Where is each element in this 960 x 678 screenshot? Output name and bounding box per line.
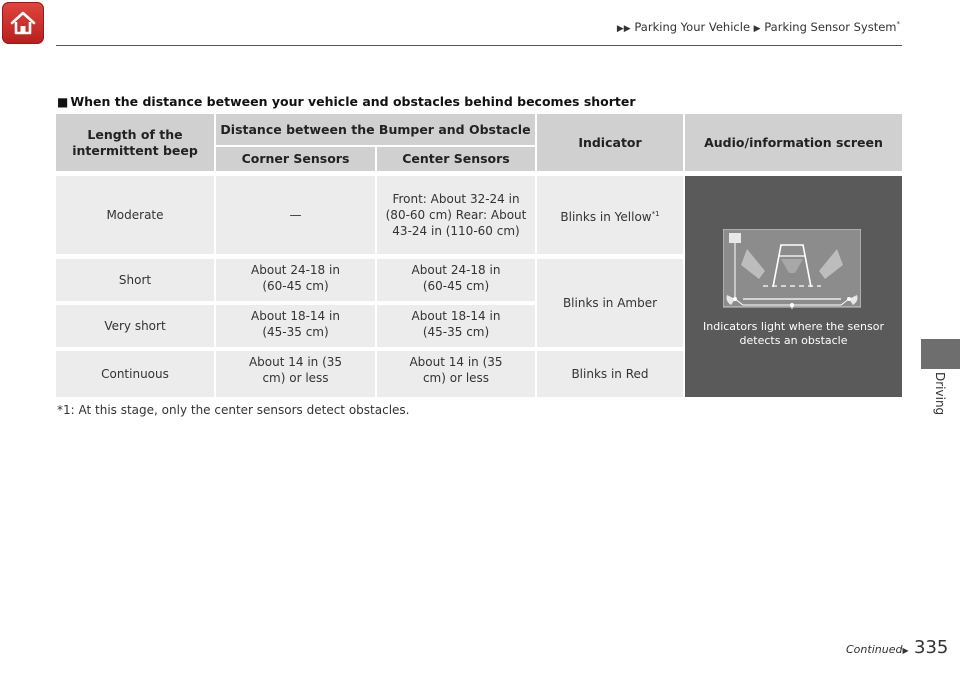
row-continuous-corner: About 14 in (35 cm) or less — [216, 351, 375, 397]
section-heading — [57, 94, 636, 109]
parking-sensor-display-icon — [723, 229, 861, 309]
row-very-short-corner: About 18-14 in (45-35 cm) — [216, 305, 375, 347]
row-moderate-length: Moderate — [56, 176, 214, 254]
row-short-corner: About 24-18 in (60-45 cm) — [216, 259, 375, 301]
continued-label — [846, 643, 909, 656]
header-corner-sensors: Corner Sensors — [216, 147, 375, 171]
row-very-short-center: About 18-14 in (45-35 cm) — [377, 305, 535, 347]
header-center-sensors: Center Sensors — [377, 147, 535, 171]
row-continuous-indicator: Blinks in Red — [537, 351, 683, 397]
header-rule — [56, 45, 902, 46]
row-moderate-corner: — — [216, 176, 375, 254]
audio-screen-caption: Indicators light where the sensor detects an obstacle — [703, 320, 884, 347]
row-moderate-center: Front: About 32-24 in (80-60 cm) Rear: About 43-24 in (110-60 cm) — [377, 176, 535, 254]
home-icon — [8, 8, 38, 38]
continued-text: Continued — [846, 643, 903, 656]
square-bullet-icon: ■ — [57, 95, 69, 109]
chapter-label: Driving — [933, 372, 947, 416]
breadcrumb — [617, 20, 900, 34]
indicator-yellow-text: Blinks in Yellow — [560, 209, 652, 224]
header-indicator: Indicator — [537, 114, 683, 171]
breadcrumb-mark: * — [896, 20, 900, 29]
audio-screen-panel — [685, 176, 902, 397]
chapter-tab[interactable] — [921, 339, 960, 369]
breadcrumb-arrow-icon: ▶ — [753, 24, 761, 34]
row-continuous-center: About 14 in (35 cm) or less — [377, 351, 535, 397]
continued-arrow-icon: ▶ — [902, 646, 909, 655]
indicator-amber: Blinks in Amber — [537, 259, 683, 347]
page-number: 335 — [914, 637, 949, 658]
footnote: *1: At this stage, only the center sensors detect obstacles. — [57, 403, 410, 417]
row-continuous-length: Continuous — [56, 351, 214, 397]
row-very-short-length: Very short — [56, 305, 214, 347]
header-beep-length: Length of the intermittent beep — [56, 114, 214, 171]
row-moderate-indicator — [537, 176, 683, 254]
footnote-ref: *1 — [651, 209, 660, 218]
row-short-length: Short — [56, 259, 214, 301]
header-distance: Distance between the Bumper and Obstacle — [216, 114, 535, 145]
breadcrumb-arrow-icon: ▶▶ — [616, 24, 631, 34]
header-audio-screen: Audio/information screen — [685, 114, 902, 171]
home-button[interactable] — [2, 2, 44, 44]
row-short-center: About 24-18 in (60-45 cm) — [377, 259, 535, 301]
breadcrumb-parking-sensor-system[interactable]: Parking Sensor System — [764, 20, 897, 34]
section-heading-text: When the distance between your vehicle and obstacles behind becomes shorter — [70, 94, 636, 109]
breadcrumb-parking-your-vehicle[interactable]: Parking Your Vehicle — [634, 20, 751, 34]
